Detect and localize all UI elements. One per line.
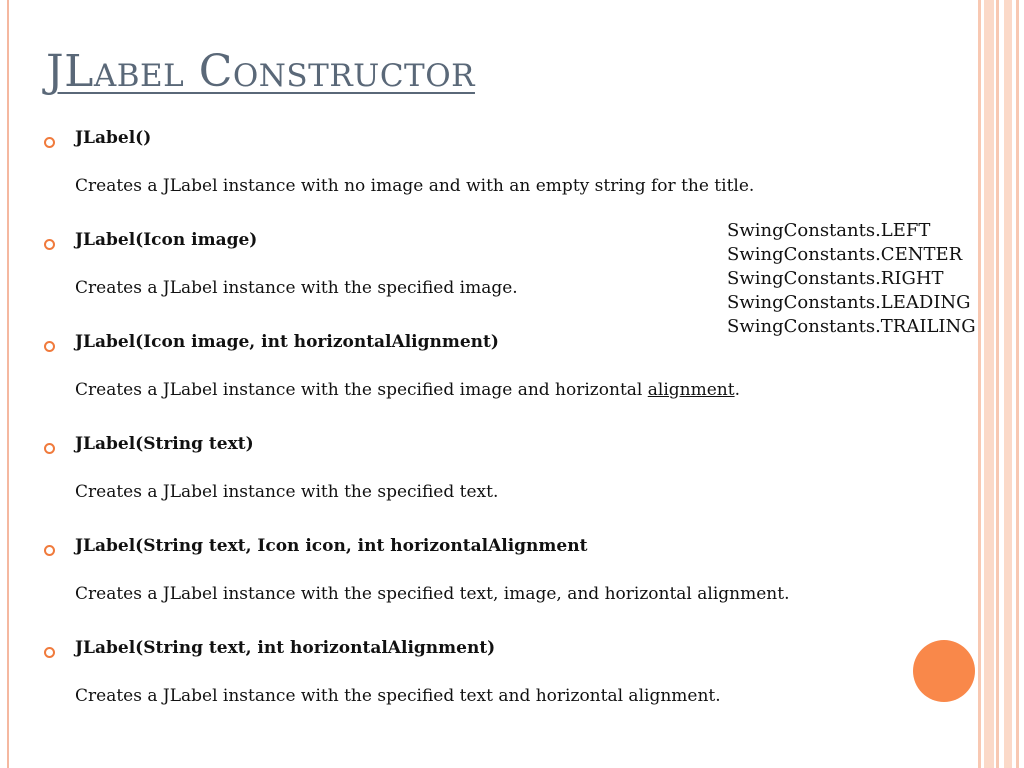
constructor-description: Creates a JLabel instance with the specified text and horizontal alignment.: [75, 686, 721, 706]
constructor-signature: JLabel(): [75, 128, 152, 148]
constant-left: SwingConstants.LEFT: [727, 220, 931, 241]
constructor-signature: JLabel(String text, Icon icon, int horizontalAlignment: [75, 536, 588, 556]
bullet-item: [44, 128, 944, 230]
constructor-description: Creates a JLabel instance with the specified text, image, and horizontal alignment.: [75, 584, 790, 604]
bullet-item: [44, 434, 944, 536]
bullet-item: [44, 332, 944, 434]
right-stripe: [1004, 0, 1012, 768]
description-text: Creates a JLabel instance with the specified image and horizontal: [75, 380, 648, 400]
swing-constants-list: [727, 219, 976, 339]
bullet-circle-icon: [44, 545, 55, 556]
constructor-signature: JLabel(Icon image, int horizontalAlignment): [75, 332, 499, 352]
constant-leading: SwingConstants.LEADING: [727, 292, 971, 313]
description-period: .: [734, 380, 740, 400]
constructor-signature: JLabel(String text, int horizontalAlignment): [75, 638, 496, 658]
left-border-line: [7, 0, 9, 768]
bullet-item: [44, 536, 944, 638]
constructor-description: Creates a JLabel instance with no image and with an empty string for the title.: [75, 176, 755, 196]
constructor-description: Creates a JLabel instance with the specified image.: [75, 278, 518, 298]
right-stripe: [1016, 0, 1019, 768]
bullet-item: [44, 638, 944, 740]
right-stripe: [978, 0, 981, 768]
constructor-description: [75, 380, 740, 400]
alignment-link[interactable]: alignment: [647, 380, 735, 400]
bullet-circle-icon: [44, 239, 55, 250]
slide-title: JLabel Constructor: [46, 46, 475, 97]
constructor-signature: JLabel(String text): [75, 434, 254, 454]
right-stripe: [996, 0, 999, 768]
right-stripe: [984, 0, 994, 768]
bullet-circle-icon: [44, 341, 55, 352]
constructor-signature: JLabel(Icon image): [75, 230, 258, 250]
constant-center: SwingConstants.CENTER: [727, 244, 963, 265]
bullet-circle-icon: [44, 137, 55, 148]
constant-trailing: SwingConstants.TRAILING: [727, 316, 976, 337]
bullet-circle-icon: [44, 647, 55, 658]
bullet-circle-icon: [44, 443, 55, 454]
decorative-circle: [913, 640, 975, 702]
constant-right: SwingConstants.RIGHT: [727, 268, 944, 289]
constructor-description: Creates a JLabel instance with the specified text.: [75, 482, 499, 502]
